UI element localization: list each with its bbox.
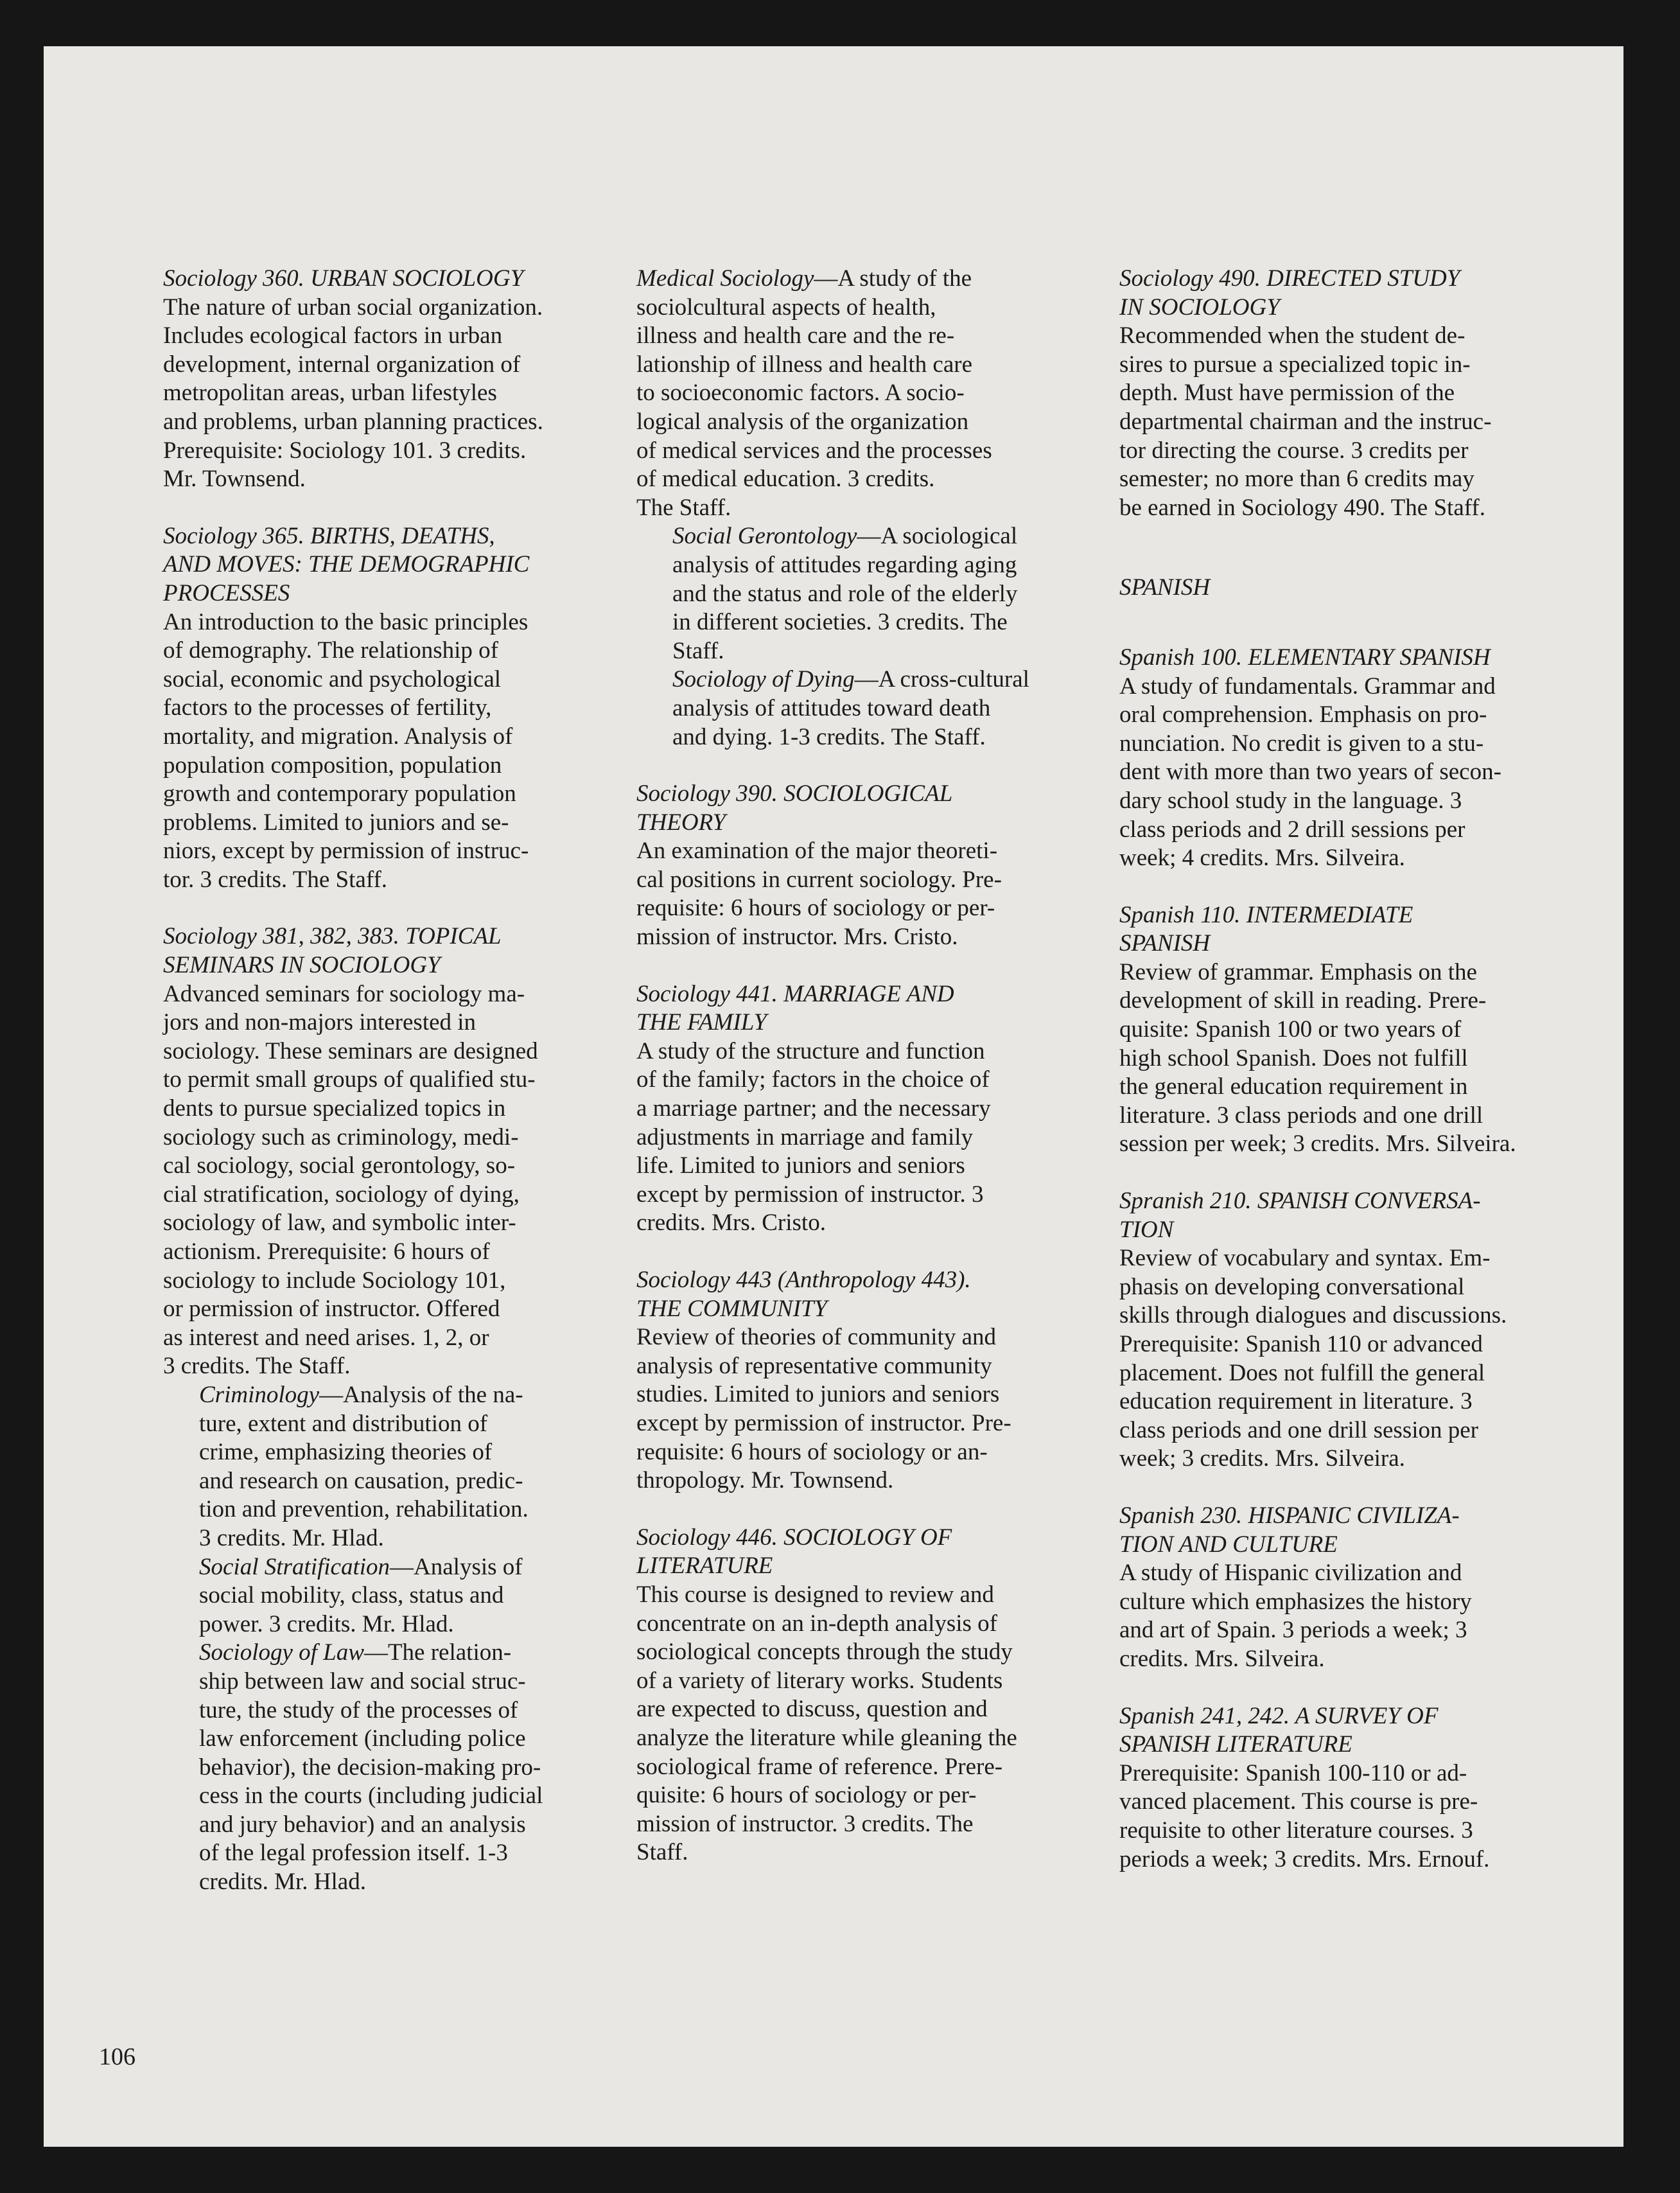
course-spanish-241 (1119, 1702, 1562, 1874)
course-sociology-360 (163, 265, 606, 494)
course-spanish-210 (1119, 1187, 1562, 1474)
course-description: The nature of urban social organization. Includes ecological factors in urban development, internal organization of metropolitan areas, urban lifestyles and problems, urban planning practices. Prerequisite: Sociology 101. 3 credits. Mr. Townsend. (163, 294, 543, 493)
subtopic-social-stratification: Social Stratification—Analysis of social mobility, class, status and power. 3 credits. Mr. Hlad. (199, 1553, 523, 1637)
course-spanish-100 (1119, 644, 1562, 873)
course-heading: Spanish 100. ELEMENTARY SPANISH (1119, 644, 1491, 671)
column-middle (636, 265, 1089, 1896)
course-heading: Sociology 390. SOCIOLOGICAL THEORY (636, 780, 953, 836)
course-heading: Sociology 446. SOCIOLOGY OF LITERATURE (636, 1524, 952, 1580)
subtopic-criminology: Criminology—Analysis of the na- ture, extent and distribution of crime, emphasizing theories of and research on causation, predic- tion and prevention, rehabilitation. 3 credits. Mr. Hlad. (199, 1381, 529, 1551)
subtopic-sociology-of-law: Sociology of Law—The relation- ship between law and social struc- ture, the study of the processes of law enforcement (including police behavior), the decision-making pro- cess in the courts (including judicial and jury behavior) and an analysis of the legal profession itself. 1-3 credits. Mr. Hlad. (199, 1639, 543, 1896)
subtopic-title: Criminology (199, 1381, 320, 1408)
course-description: A study of fundamentals. Grammar and oral comprehension. Emphasis on pro- nunciation. No credit is given to a stu- dent with more than two years of secon- dary school study in the language. 3 class periods and 2 drill sessions per week; 4 credits. Mrs. Silveira. (1119, 673, 1501, 872)
course-spanish-110 (1119, 901, 1562, 1159)
course-heading: Spanish 230. HISPANIC CIVILIZA- TION AND CULTURE (1119, 1502, 1460, 1558)
course-heading: Sociology 381, 382, 383. TOPICAL SEMINARS IN SOCIOLOGY (163, 923, 502, 979)
course-description: A study of Hispanic civilization and culture which emphasizes the history and art of Spain. 3 periods a week; 3 credits. Mrs. Silveira. (1119, 1560, 1472, 1672)
column-right (1119, 265, 1562, 1902)
subtopic-title: Sociology of Law (199, 1639, 364, 1666)
subtopic-sociology-of-dying: Sociology of Dying—A cross-cultural analysis of attitudes toward death and dying. 1-3 credits. The Staff. (672, 666, 1029, 750)
course-sociology-441 (636, 980, 1089, 1238)
course-sociology-443 (636, 1266, 1089, 1495)
page-number: 106 (99, 2043, 136, 2070)
course-sociology-490 (1119, 265, 1562, 522)
course-heading: Sociology 490. DIRECTED STUDY IN SOCIOLOGY (1119, 265, 1460, 321)
subtopic-title: Sociology of Dying (672, 666, 855, 693)
subtopic-social-gerontology: Social Gerontology—A sociological analysis of attitudes regarding aging and the status and role of the elderly in different societies. 3 credits. The Staff. (672, 523, 1018, 664)
course-description: Review of theories of community and analysis of representative community studies. Limited to juniors and seniors except by permission of instructor. Pre- requisite: 6 hours of sociology or an- thropology. Mr. Townsend. (636, 1324, 1011, 1494)
course-heading: Sociology 441. MARRIAGE AND THE FAMILY (636, 980, 954, 1036)
course-description: Advanced seminars for sociology ma- jors and non-majors interested in sociology. These seminars are designed to permit small groups of qualified stu- dents to pursue specialized topics in sociology such as criminology, medi- cal sociology, social gerontology, so- cial stratification, sociology of dying, sociology of law, and symbolic inter- actionism. Prerequisite: 6 hours of sociology to include Sociology 101, or permission of instructor. Offered as interest and need arises. 1, 2, or 3 credits. The Staff. (163, 980, 538, 1380)
course-spanish-230 (1119, 1502, 1562, 1674)
course-heading: Spanish 110. INTERMEDIATE SPANISH (1119, 901, 1413, 957)
section-title-spanish: SPANISH (1119, 574, 1211, 601)
course-description: A study of the structure and function of the family; factors in the choice of a marriage partner; and the necessary adjustments in marriage and family life. Limited to juniors and seniors except by permission of instructor. 3 credits. Mrs. Cristo. (636, 1037, 991, 1237)
course-description: This course is designed to review and concentrate on an in-depth analysis of sociological concepts through the study of a variety of literary works. Students are expected to discuss, question and analyze the literature while gleaning the sociological frame of reference. Prere- quisite: 6 hours of sociology or per- mission of instructor. 3 credits. The Staff. (636, 1581, 1017, 1866)
course-heading: Sociology 360. URBAN SOCIOLOGY (163, 265, 524, 292)
course-heading: Sociology 365. BIRTHS, DEATHS, AND MOVES: THE DEMOGRAPHIC PROCESSES (163, 522, 530, 606)
course-sociology-365 (163, 522, 606, 895)
course-heading: Spranish 210. SPANISH CONVERSA- TION (1119, 1188, 1481, 1243)
page (44, 46, 1623, 2147)
course-heading: Spanish 241, 242. A SURVEY OF SPANISH LITERATURE (1119, 1702, 1439, 1758)
course-description: An examination of the major theoreti- cal positions in current sociology. Pre- requisite: 6 hours of sociology or per- mission of instructor. Mrs. Cristo. (636, 838, 1002, 951)
course-description: Prerequisite: Spanish 100-110 or ad- vanced placement. This course is pre- requisite to other literature courses. 3 periods a week; 3 credits. Mrs. Ernouf. (1119, 1759, 1490, 1872)
course-description: Review of vocabulary and syntax. Em- phasis on developing conversational skills through dialogues and discussions. Prerequisite: Spanish 110 or advanced placement. Does not fulfill the general education requirement in literature. 3 class periods and one drill session per week; 3 credits. Mrs. Silveira. (1119, 1245, 1507, 1472)
course-sociology-390 (636, 780, 1089, 952)
course-description: An introduction to the basic principles of demography. The relationship of social, economic and psychological factors to the processes of fertility, mortality, and migration. Analysis of population composition, population growth and contemporary population problems. Limited to juniors and se- niors, except by permission of instruc- tor. 3 credits. The Staff. (163, 608, 529, 893)
course-sociology-381 (163, 922, 606, 1896)
course-description: Review of grammar. Emphasis on the development of skill in reading. Prere- quisite: Spanish 100 or two years of high school Spanish. Does not fulfill the general education requirement in literature. 3 class periods and one drill session per week; 3 credits. Mrs. Silveira. (1119, 958, 1516, 1158)
subtopic-title: Medical Sociology (636, 265, 814, 292)
subtopic-medical-sociology: Medical Sociology—A study of the sociolcultural aspects of health, illness and health care and the re- lationship of illness and health care to socioeconomic factors. A socio- logical analysis of the organization of medical services and the processes of medical education. 3 credits. The Staff. (636, 265, 992, 521)
course-heading: Sociology 443 (Anthropology 443). THE COMMUNITY (636, 1267, 971, 1322)
course-sociology-446 (636, 1524, 1089, 1867)
course-description: Recommended when the student de- sires to pursue a specialized topic in- depth. Must have permission of the departmental chairman and the instruc- tor directing the course. 3 credits per semester; no more than 6 credits may be earned in Sociology 490. The Staff. (1119, 322, 1492, 521)
column-left (163, 265, 606, 1925)
subtopic-title: Social Stratification (199, 1553, 390, 1580)
subtopic-title: Social Gerontology (672, 523, 857, 550)
